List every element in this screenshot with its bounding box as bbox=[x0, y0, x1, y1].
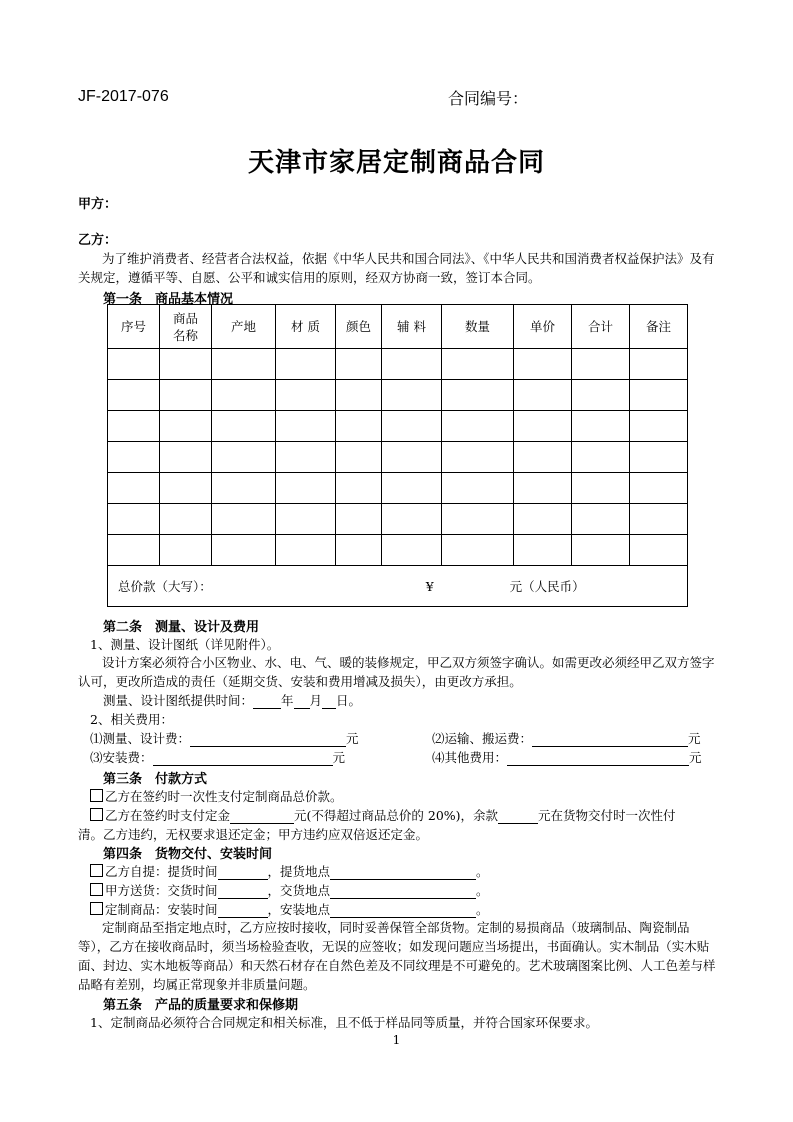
table-row bbox=[108, 411, 688, 442]
table-cell[interactable] bbox=[336, 411, 382, 442]
fee-other-blank[interactable] bbox=[507, 751, 689, 766]
table-total-row bbox=[108, 566, 688, 607]
party-a-label: 甲方： bbox=[78, 197, 118, 212]
col-header-unit-price: 单价 bbox=[514, 305, 572, 349]
table-cell[interactable] bbox=[108, 411, 160, 442]
table-cell[interactable] bbox=[514, 504, 572, 535]
payment-full-checkbox[interactable] bbox=[90, 789, 103, 802]
col-header-quantity: 数量 bbox=[442, 305, 514, 349]
balance-amount-blank[interactable] bbox=[498, 809, 538, 824]
payment-deposit-text-c: 元在货物交付时一次性付 bbox=[538, 808, 676, 823]
table-cell[interactable] bbox=[382, 442, 442, 473]
table-cell[interactable] bbox=[336, 380, 382, 411]
delivery-self-pickup bbox=[90, 862, 489, 880]
table-cell[interactable] bbox=[276, 535, 336, 566]
table-row bbox=[108, 535, 688, 566]
installation-period: 。 bbox=[476, 902, 489, 917]
delivery-party-a bbox=[90, 881, 489, 899]
fee-install-unit: 元 bbox=[332, 750, 346, 765]
table-cell[interactable] bbox=[336, 473, 382, 504]
fee-transport-row bbox=[432, 729, 701, 747]
table-cell[interactable] bbox=[514, 473, 572, 504]
table-cell[interactable] bbox=[572, 504, 630, 535]
table-cell[interactable] bbox=[382, 349, 442, 380]
installation-place-label: ，安装地点 bbox=[267, 902, 331, 917]
table-cell[interactable] bbox=[108, 535, 160, 566]
table-cell[interactable] bbox=[442, 442, 514, 473]
table-cell[interactable] bbox=[382, 411, 442, 442]
total-price-label: 总价款（大写）： bbox=[118, 579, 212, 594]
delivery-place-blank[interactable] bbox=[330, 884, 476, 899]
year-label: 年 bbox=[281, 693, 294, 708]
table-row bbox=[108, 473, 688, 504]
table-cell[interactable] bbox=[276, 473, 336, 504]
table-cell[interactable] bbox=[276, 349, 336, 380]
table-cell[interactable] bbox=[382, 504, 442, 535]
table-cell[interactable] bbox=[572, 473, 630, 504]
table-cell[interactable] bbox=[336, 504, 382, 535]
page-title: 天津市家居定制商品合同 bbox=[247, 148, 545, 178]
table-cell[interactable] bbox=[160, 504, 212, 535]
fee-install-blank[interactable] bbox=[153, 751, 333, 766]
party-a-delivery-checkbox[interactable] bbox=[90, 883, 103, 896]
fee-transport-label: ⑵运输、搬运费： bbox=[432, 731, 533, 746]
table-row bbox=[108, 504, 688, 535]
party-a-delivery-time-label: 甲方送货：交货时间 bbox=[105, 883, 218, 898]
delivery-installation bbox=[90, 900, 489, 918]
table-cell[interactable] bbox=[276, 442, 336, 473]
install-place-blank[interactable] bbox=[330, 903, 476, 918]
table-cell[interactable] bbox=[212, 473, 276, 504]
table-cell[interactable] bbox=[108, 473, 160, 504]
table-cell[interactable] bbox=[212, 411, 276, 442]
fee-design-blank[interactable] bbox=[190, 732, 346, 747]
party-b-label: 乙方： bbox=[78, 233, 118, 248]
goods-table bbox=[107, 304, 688, 607]
table-cell[interactable] bbox=[630, 380, 688, 411]
month-label: 月 bbox=[309, 693, 323, 708]
table-cell[interactable] bbox=[276, 504, 336, 535]
article4-paragraph: 定制商品至指定地点时，乙方应按时接收，同时妥善保管全部货物。定制的易损商品（玻璃制品、陶瓷制品等），乙方在接收商品时，须当场检验查收，无误的应签收；如发现问题应当场提出，书面确认。实木制品（实木贴面、封边、实木地板等商品）和天然石材存在自然色差及不同纹理是不可避免的。艺术玻璃图案比例、人工色差与样品略有差别，均属正常现象并非质量问题。 bbox=[78, 920, 716, 992]
fee-install-row bbox=[90, 748, 345, 766]
col-header-accessories: 辅 料 bbox=[382, 305, 442, 349]
payment-full-text: 乙方在签约时一次性支付定制商品总价款。 bbox=[105, 789, 343, 804]
day-label: 日。 bbox=[336, 693, 362, 708]
document-code: JF-2017-076 bbox=[78, 88, 169, 105]
col-header-index: 序号 bbox=[108, 305, 160, 349]
delivery-period: 。 bbox=[476, 883, 489, 898]
yen-symbol: ¥ bbox=[425, 579, 434, 594]
table-cell[interactable] bbox=[572, 411, 630, 442]
table-cell[interactable] bbox=[630, 473, 688, 504]
table-cell[interactable] bbox=[160, 380, 212, 411]
article2-paragraph: 设计方案必须符合小区物业、水、电、气、暖的装修规定，甲乙双方须签字确认。如需更改必须经甲乙双方签字认可，更改所造成的责任（延期交货、安装和费用增减及损失），由更改方承担。 bbox=[78, 655, 715, 689]
col-header-origin: 产地 bbox=[212, 305, 276, 349]
table-header-row bbox=[108, 305, 688, 349]
table-cell[interactable] bbox=[572, 442, 630, 473]
table-cell[interactable] bbox=[514, 349, 572, 380]
fee-transport-blank[interactable] bbox=[532, 732, 688, 747]
table-cell[interactable] bbox=[442, 473, 514, 504]
table-cell[interactable] bbox=[160, 349, 212, 380]
installation-time-label: 定制商品：安装时间 bbox=[105, 902, 218, 917]
table-cell[interactable] bbox=[442, 535, 514, 566]
intro-paragraph: 为了维护消费者、经营者合法权益，依据《中华人民共和国合同法》、《中华人民共和国消费者权益保护法》及有关规定，遵循平等、自愿、公平和诚实信用的原则，经双方协商一致，签订本合同。 bbox=[78, 251, 715, 285]
design-time-line bbox=[103, 691, 361, 709]
table-row bbox=[108, 349, 688, 380]
pickup-place-blank[interactable] bbox=[330, 865, 476, 880]
article5-item1: 1、定制商品必须符合合同规定和相关标准，且不低于样品同等质量，并符合国家环保要求。 bbox=[90, 1015, 598, 1030]
article2-heading: 第二条 测量、设计及费用 bbox=[103, 620, 260, 635]
payment-deposit-text-a: 乙方在签约时支付定金 bbox=[105, 808, 231, 823]
table-cell[interactable] bbox=[442, 411, 514, 442]
table-row bbox=[108, 380, 688, 411]
self-pickup-place-label: ，提货地点 bbox=[267, 864, 331, 879]
col-header-remarks: 备注 bbox=[630, 305, 688, 349]
table-cell[interactable] bbox=[108, 504, 160, 535]
fee-other-label: ⑷其他费用： bbox=[432, 750, 508, 765]
table-cell[interactable] bbox=[336, 535, 382, 566]
table-cell[interactable] bbox=[276, 380, 336, 411]
year-blank[interactable] bbox=[253, 694, 281, 709]
article2-item1: 1、测量、设计图纸（详见附件）。 bbox=[90, 637, 280, 652]
table-cell[interactable] bbox=[630, 442, 688, 473]
fee-design-label: ⑴测量、设计费： bbox=[90, 731, 191, 746]
table-cell[interactable] bbox=[630, 535, 688, 566]
table-cell[interactable] bbox=[442, 380, 514, 411]
page-number: 1 bbox=[392, 1033, 401, 1047]
table-row bbox=[108, 442, 688, 473]
fee-design-unit: 元 bbox=[346, 731, 359, 746]
table-cell[interactable] bbox=[382, 535, 442, 566]
table-cell[interactable] bbox=[514, 535, 572, 566]
table-cell[interactable] bbox=[212, 349, 276, 380]
table-cell[interactable] bbox=[572, 535, 630, 566]
fee-design-row bbox=[90, 729, 359, 747]
table-cell[interactable] bbox=[630, 411, 688, 442]
table-cell[interactable] bbox=[514, 442, 572, 473]
table-cell[interactable] bbox=[276, 411, 336, 442]
fee-other-unit: 元 bbox=[689, 750, 702, 765]
total-price-cell bbox=[108, 566, 688, 607]
table-cell[interactable] bbox=[160, 473, 212, 504]
party-a-delivery-place-label: ，交货地点 bbox=[267, 883, 331, 898]
fee-transport-unit: 元 bbox=[688, 731, 701, 746]
payment-option-deposit bbox=[90, 806, 676, 824]
table-cell[interactable] bbox=[212, 380, 276, 411]
col-header-product-name: 商品名称 bbox=[160, 305, 212, 349]
design-time-label: 测量、设计图纸提供时间： bbox=[103, 693, 254, 708]
article1-heading: 第一条 商品基本情况 bbox=[103, 292, 234, 307]
article3-heading: 第三条 付款方式 bbox=[103, 772, 208, 787]
table-cell[interactable] bbox=[514, 380, 572, 411]
self-pickup-period: 。 bbox=[476, 864, 489, 879]
contract-number-label: 合同编号： bbox=[448, 89, 529, 108]
table-cell[interactable] bbox=[382, 380, 442, 411]
table-cell[interactable] bbox=[336, 349, 382, 380]
table-cell[interactable] bbox=[108, 442, 160, 473]
table-cell[interactable] bbox=[572, 380, 630, 411]
table-cell[interactable] bbox=[382, 473, 442, 504]
table-cell[interactable] bbox=[160, 535, 212, 566]
table-cell[interactable] bbox=[514, 411, 572, 442]
payment-deposit-text-d: 清。乙方违约，无权要求退还定金；甲方违约应双倍返还定金。 bbox=[78, 827, 429, 842]
payment-deposit-checkbox[interactable] bbox=[90, 808, 103, 821]
payment-deposit-text-b: 元(不得超过商品总价的 20%)，余款 bbox=[294, 808, 499, 823]
table-cell[interactable] bbox=[212, 504, 276, 535]
table-cell[interactable] bbox=[108, 349, 160, 380]
self-pickup-time-label: 乙方自提：提货时间 bbox=[105, 864, 218, 879]
table-cell[interactable] bbox=[630, 349, 688, 380]
table-cell[interactable] bbox=[572, 349, 630, 380]
table-cell[interactable] bbox=[212, 535, 276, 566]
self-pickup-checkbox[interactable] bbox=[90, 864, 103, 877]
table-cell[interactable] bbox=[160, 411, 212, 442]
month-blank[interactable] bbox=[294, 694, 310, 709]
table-cell[interactable] bbox=[630, 504, 688, 535]
day-blank[interactable] bbox=[322, 694, 336, 709]
rmb-label: 元（人民币） bbox=[509, 579, 585, 594]
deposit-amount-blank[interactable] bbox=[230, 809, 294, 824]
table-cell[interactable] bbox=[212, 442, 276, 473]
pickup-time-blank[interactable] bbox=[218, 865, 268, 880]
table-cell[interactable] bbox=[336, 442, 382, 473]
article5-heading: 第五条 产品的质量要求和保修期 bbox=[103, 998, 299, 1013]
table-cell[interactable] bbox=[108, 380, 160, 411]
col-header-subtotal: 合计 bbox=[572, 305, 630, 349]
table-cell[interactable] bbox=[442, 504, 514, 535]
table-cell[interactable] bbox=[160, 442, 212, 473]
install-time-blank[interactable] bbox=[218, 903, 268, 918]
table-cell[interactable] bbox=[442, 349, 514, 380]
payment-option-full bbox=[90, 787, 343, 805]
delivery-time-blank[interactable] bbox=[218, 884, 268, 899]
article4-heading: 第四条 货物交付、安装时间 bbox=[103, 847, 273, 862]
article2-item2: 2、相关费用： bbox=[90, 712, 173, 727]
col-header-color: 颜色 bbox=[336, 305, 382, 349]
fee-other-row bbox=[432, 748, 702, 766]
fee-install-label: ⑶安装费： bbox=[90, 750, 153, 765]
installation-checkbox[interactable] bbox=[90, 902, 103, 915]
col-header-material: 材 质 bbox=[276, 305, 336, 349]
